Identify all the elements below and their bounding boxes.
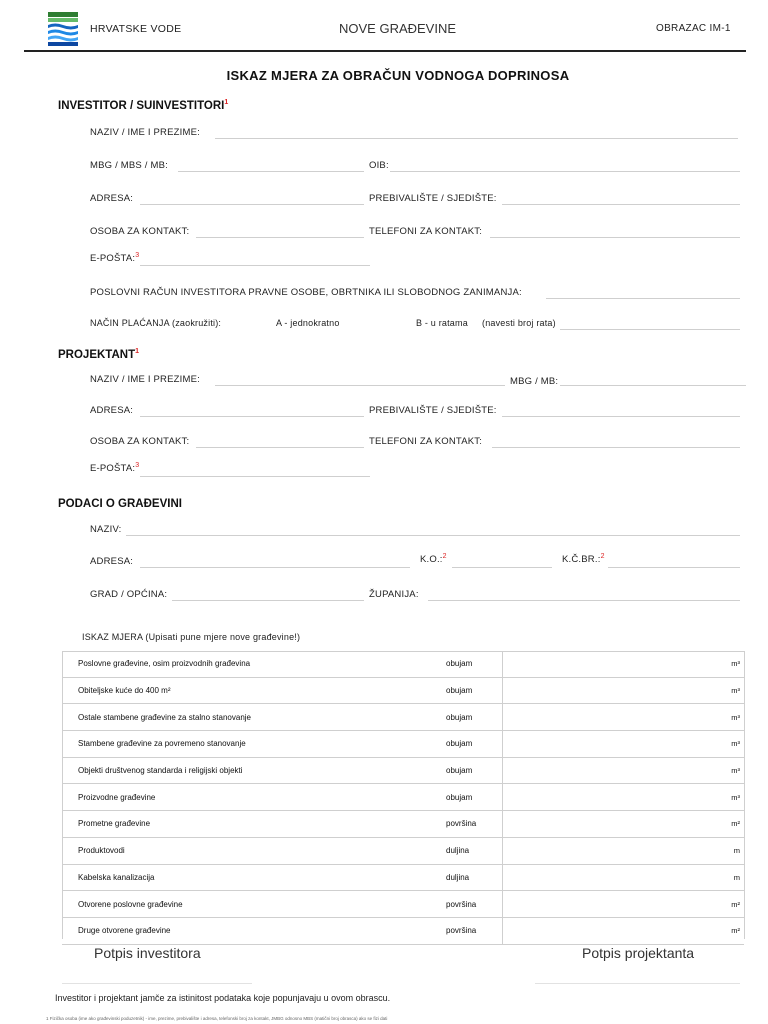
row-type-label: Kabelska kanalizacija — [62, 864, 438, 891]
inv-mbg-field[interactable] — [178, 171, 364, 172]
inv-eposta-label — [90, 252, 139, 264]
row-value-field[interactable] — [503, 784, 745, 811]
inv-broj-rata-field[interactable] — [560, 329, 740, 330]
grad-grad-field[interactable] — [172, 600, 364, 601]
iskaz-heading: ISKAZ MJERA (Upisati pune mjere nove građevine!) — [82, 632, 301, 642]
proj-telefoni-label: TELEFONI ZA KONTAKT: — [369, 436, 483, 447]
row-unit-symbol: m² — [731, 926, 740, 936]
grad-naziv-field[interactable] — [126, 535, 740, 536]
row-unit-symbol: m³ — [731, 792, 740, 802]
row-type-label: Druge otvorene građevine — [62, 917, 438, 944]
signature-projektant-field[interactable] — [535, 983, 740, 984]
inv-telefoni-field[interactable] — [490, 237, 740, 238]
footnote-ref: 3 — [135, 252, 140, 259]
row-value-field[interactable] — [503, 917, 745, 944]
proj-adresa-field[interactable] — [140, 416, 364, 417]
grad-ko-label — [420, 553, 447, 565]
proj-telefoni-field[interactable] — [492, 447, 740, 448]
proj-osoba-label: OSOBA ZA KONTAKT: — [90, 436, 190, 447]
grad-ko-field[interactable] — [452, 567, 552, 568]
proj-naziv-field[interactable] — [215, 385, 505, 386]
row-type-label: Otvorene poslovne građevine — [62, 891, 438, 918]
org-name: HRVATSKE VODE — [90, 23, 182, 35]
section-projektant-label: PROJEKTANT — [58, 348, 136, 361]
iskaz-table-body — [62, 651, 744, 944]
inv-naziv-field[interactable] — [215, 138, 738, 139]
row-unit-symbol: m³ — [731, 739, 740, 749]
inv-opcija-b[interactable]: B - u ratama — [416, 318, 468, 328]
footnote-ref: 1 — [224, 99, 229, 106]
row-unit-label: obujam — [438, 757, 503, 784]
grad-adresa-field[interactable] — [140, 567, 410, 568]
table-row — [62, 837, 744, 864]
row-unit-symbol: m³ — [731, 766, 740, 776]
table-row — [62, 757, 744, 784]
row-value-field[interactable] — [503, 731, 745, 758]
inv-eposta-text: E-POŠTA: — [90, 253, 136, 265]
section-projektant — [58, 348, 139, 361]
row-type-label: Objekti društvenog standarda i religijski objekti — [62, 757, 438, 784]
section-investitor-label: INVESTITOR / SUINVESTITORI — [58, 99, 225, 112]
inv-mbg-label: MBG / MBS / MB: — [90, 160, 168, 171]
statement: Investitor i projektant jamče za istinitost podataka koje popunjavaju u ovom obrascu. — [55, 993, 391, 1003]
inv-racun-label: POSLOVNI RAČUN INVESTITORA PRAVNE OSOBE, OBRTNIKA ILI SLOBODNOG ZANIMANJA: — [90, 287, 522, 298]
inv-adresa-label: ADRESA: — [90, 193, 134, 204]
row-value-field[interactable] — [503, 757, 745, 784]
inv-oib-field[interactable] — [390, 171, 740, 172]
row-value-field[interactable] — [503, 811, 745, 838]
row-unit-label: površina — [438, 891, 503, 918]
row-value-field[interactable] — [503, 704, 745, 731]
row-unit-label: obujam — [438, 704, 503, 731]
table-row — [62, 677, 744, 704]
table-row — [62, 784, 744, 811]
row-unit-label: površina — [438, 811, 503, 838]
inv-racun-field[interactable] — [546, 298, 740, 299]
row-type-label: Stambene građevine za povremeno stanovanje — [62, 731, 438, 758]
signature-investitor-label: Potpis investitora — [94, 945, 201, 961]
grad-zupanija-field[interactable] — [428, 600, 740, 601]
inv-oib-label: OIB: — [369, 160, 389, 171]
footnote-ref: 1 — [135, 348, 140, 355]
grad-kcbr-label — [562, 553, 605, 565]
table-row — [62, 917, 744, 944]
logo — [47, 11, 79, 47]
proj-eposta-field[interactable] — [140, 476, 370, 477]
signature-investitor-field[interactable] — [62, 983, 252, 984]
inv-opcija-b-note: (navesti broj rata) — [482, 318, 556, 328]
signature-projektant-label: Potpis projektanta — [582, 945, 695, 961]
row-type-label: Proizvodne građevine — [62, 784, 438, 811]
row-unit-symbol: m² — [731, 899, 740, 909]
inv-nacin-label: NAČIN PLAĆANJA (zaokružiti): — [90, 318, 222, 328]
grad-grad-label: GRAD / OPĆINA: — [90, 589, 168, 600]
proj-eposta-label — [90, 462, 139, 474]
row-unit-symbol: m³ — [731, 686, 740, 696]
form-code: OBRAZAC IM-1 — [656, 23, 731, 34]
row-type-label: Poslovne građevine, osim proizvodnih građevina — [62, 651, 438, 677]
grad-naziv-label: NAZIV: — [90, 524, 122, 535]
proj-mbg-label: MBG / MB: — [510, 376, 559, 387]
row-unit-label: obujam — [438, 731, 503, 758]
table-row — [62, 891, 744, 918]
proj-prebivaliste-field[interactable] — [502, 416, 740, 417]
row-value-field[interactable] — [503, 837, 745, 864]
grad-ko-text: K.O.: — [420, 554, 443, 566]
footnote: 1 Fizička osoba (ime ako građevinski poduzetnik) - ime, prezime, prebivalište i adresa, telefonski broj za kontakt, JMBG odnosno MBS (matični broj obrasca) ako se fizi dati — [46, 1016, 388, 1021]
proj-naziv-label: NAZIV / IME I PREZIME: — [90, 374, 200, 385]
row-unit-label: duljina — [438, 837, 503, 864]
header-center-title: NOVE GRAĐEVINE — [339, 21, 457, 36]
table-row — [62, 731, 744, 758]
inv-osoba-field[interactable] — [196, 237, 364, 238]
page-title: ISKAZ MJERA ZA OBRAČUN VODNOGA DOPRINOSA — [226, 68, 570, 83]
grad-kcbr-text: K.Č.BR.: — [562, 554, 601, 566]
row-value-field[interactable] — [503, 677, 745, 704]
header-rule — [24, 50, 746, 52]
row-type-label: Obiteljske kuće do 400 m² — [62, 677, 438, 704]
row-unit-label: obujam — [438, 784, 503, 811]
row-unit-label: duljina — [438, 864, 503, 891]
row-unit-symbol: m² — [731, 819, 740, 829]
iskaz-table — [62, 651, 744, 945]
row-type-label: Ostale stambene građevine za stalno stanovanje — [62, 704, 438, 731]
inv-telefoni-label: TELEFONI ZA KONTAKT: — [369, 226, 483, 237]
row-unit-symbol: m³ — [731, 659, 740, 669]
inv-naziv-label: NAZIV / IME I PREZIME: — [90, 127, 200, 138]
table-row — [62, 704, 744, 731]
row-unit-symbol: m³ — [731, 712, 740, 722]
footnote-ref: 2 — [600, 553, 605, 560]
row-type-label: Prometne građevine — [62, 811, 438, 838]
section-investitor — [58, 99, 228, 112]
row-unit-symbol: m — [733, 872, 740, 882]
row-unit-symbol: m — [733, 846, 740, 856]
inv-prebivaliste-label: PREBIVALIŠTE / SJEDIŠTE: — [369, 193, 497, 204]
row-type-label: Produktovodi — [62, 837, 438, 864]
hrvatske-vode-logo-icon — [47, 11, 79, 47]
inv-adresa-field[interactable] — [140, 204, 364, 205]
table-row — [62, 864, 744, 891]
proj-adresa-label: ADRESA: — [90, 405, 134, 416]
footnote-ref: 3 — [135, 462, 140, 469]
table-row — [62, 811, 744, 838]
inv-eposta-field[interactable] — [140, 265, 370, 266]
proj-prebivaliste-label: PREBIVALIŠTE / SJEDIŠTE: — [369, 405, 497, 416]
table-right-border — [744, 651, 745, 939]
table-row — [62, 651, 744, 677]
grad-kcbr-field[interactable] — [608, 567, 740, 568]
inv-opcija-a[interactable]: A - jednokratno — [276, 318, 340, 328]
row-value-field[interactable] — [503, 864, 745, 891]
row-value-field[interactable] — [503, 651, 745, 677]
row-unit-label: obujam — [438, 677, 503, 704]
proj-mbg-field[interactable] — [560, 385, 746, 386]
inv-osoba-label: OSOBA ZA KONTAKT: — [90, 226, 190, 237]
inv-prebivaliste-field[interactable] — [502, 204, 740, 205]
footnote-ref: 2 — [442, 553, 447, 560]
row-unit-label: površina — [438, 917, 503, 944]
grad-zupanija-label: ŽUPANIJA: — [369, 589, 419, 600]
section-gradevina: PODACI O GRAĐEVINI — [58, 498, 182, 510]
row-unit-label: obujam — [438, 651, 503, 677]
row-value-field[interactable] — [503, 891, 745, 918]
grad-adresa-label: ADRESA: — [90, 556, 134, 567]
proj-osoba-field[interactable] — [196, 447, 364, 448]
proj-eposta-text: E-POŠTA: — [90, 463, 136, 475]
